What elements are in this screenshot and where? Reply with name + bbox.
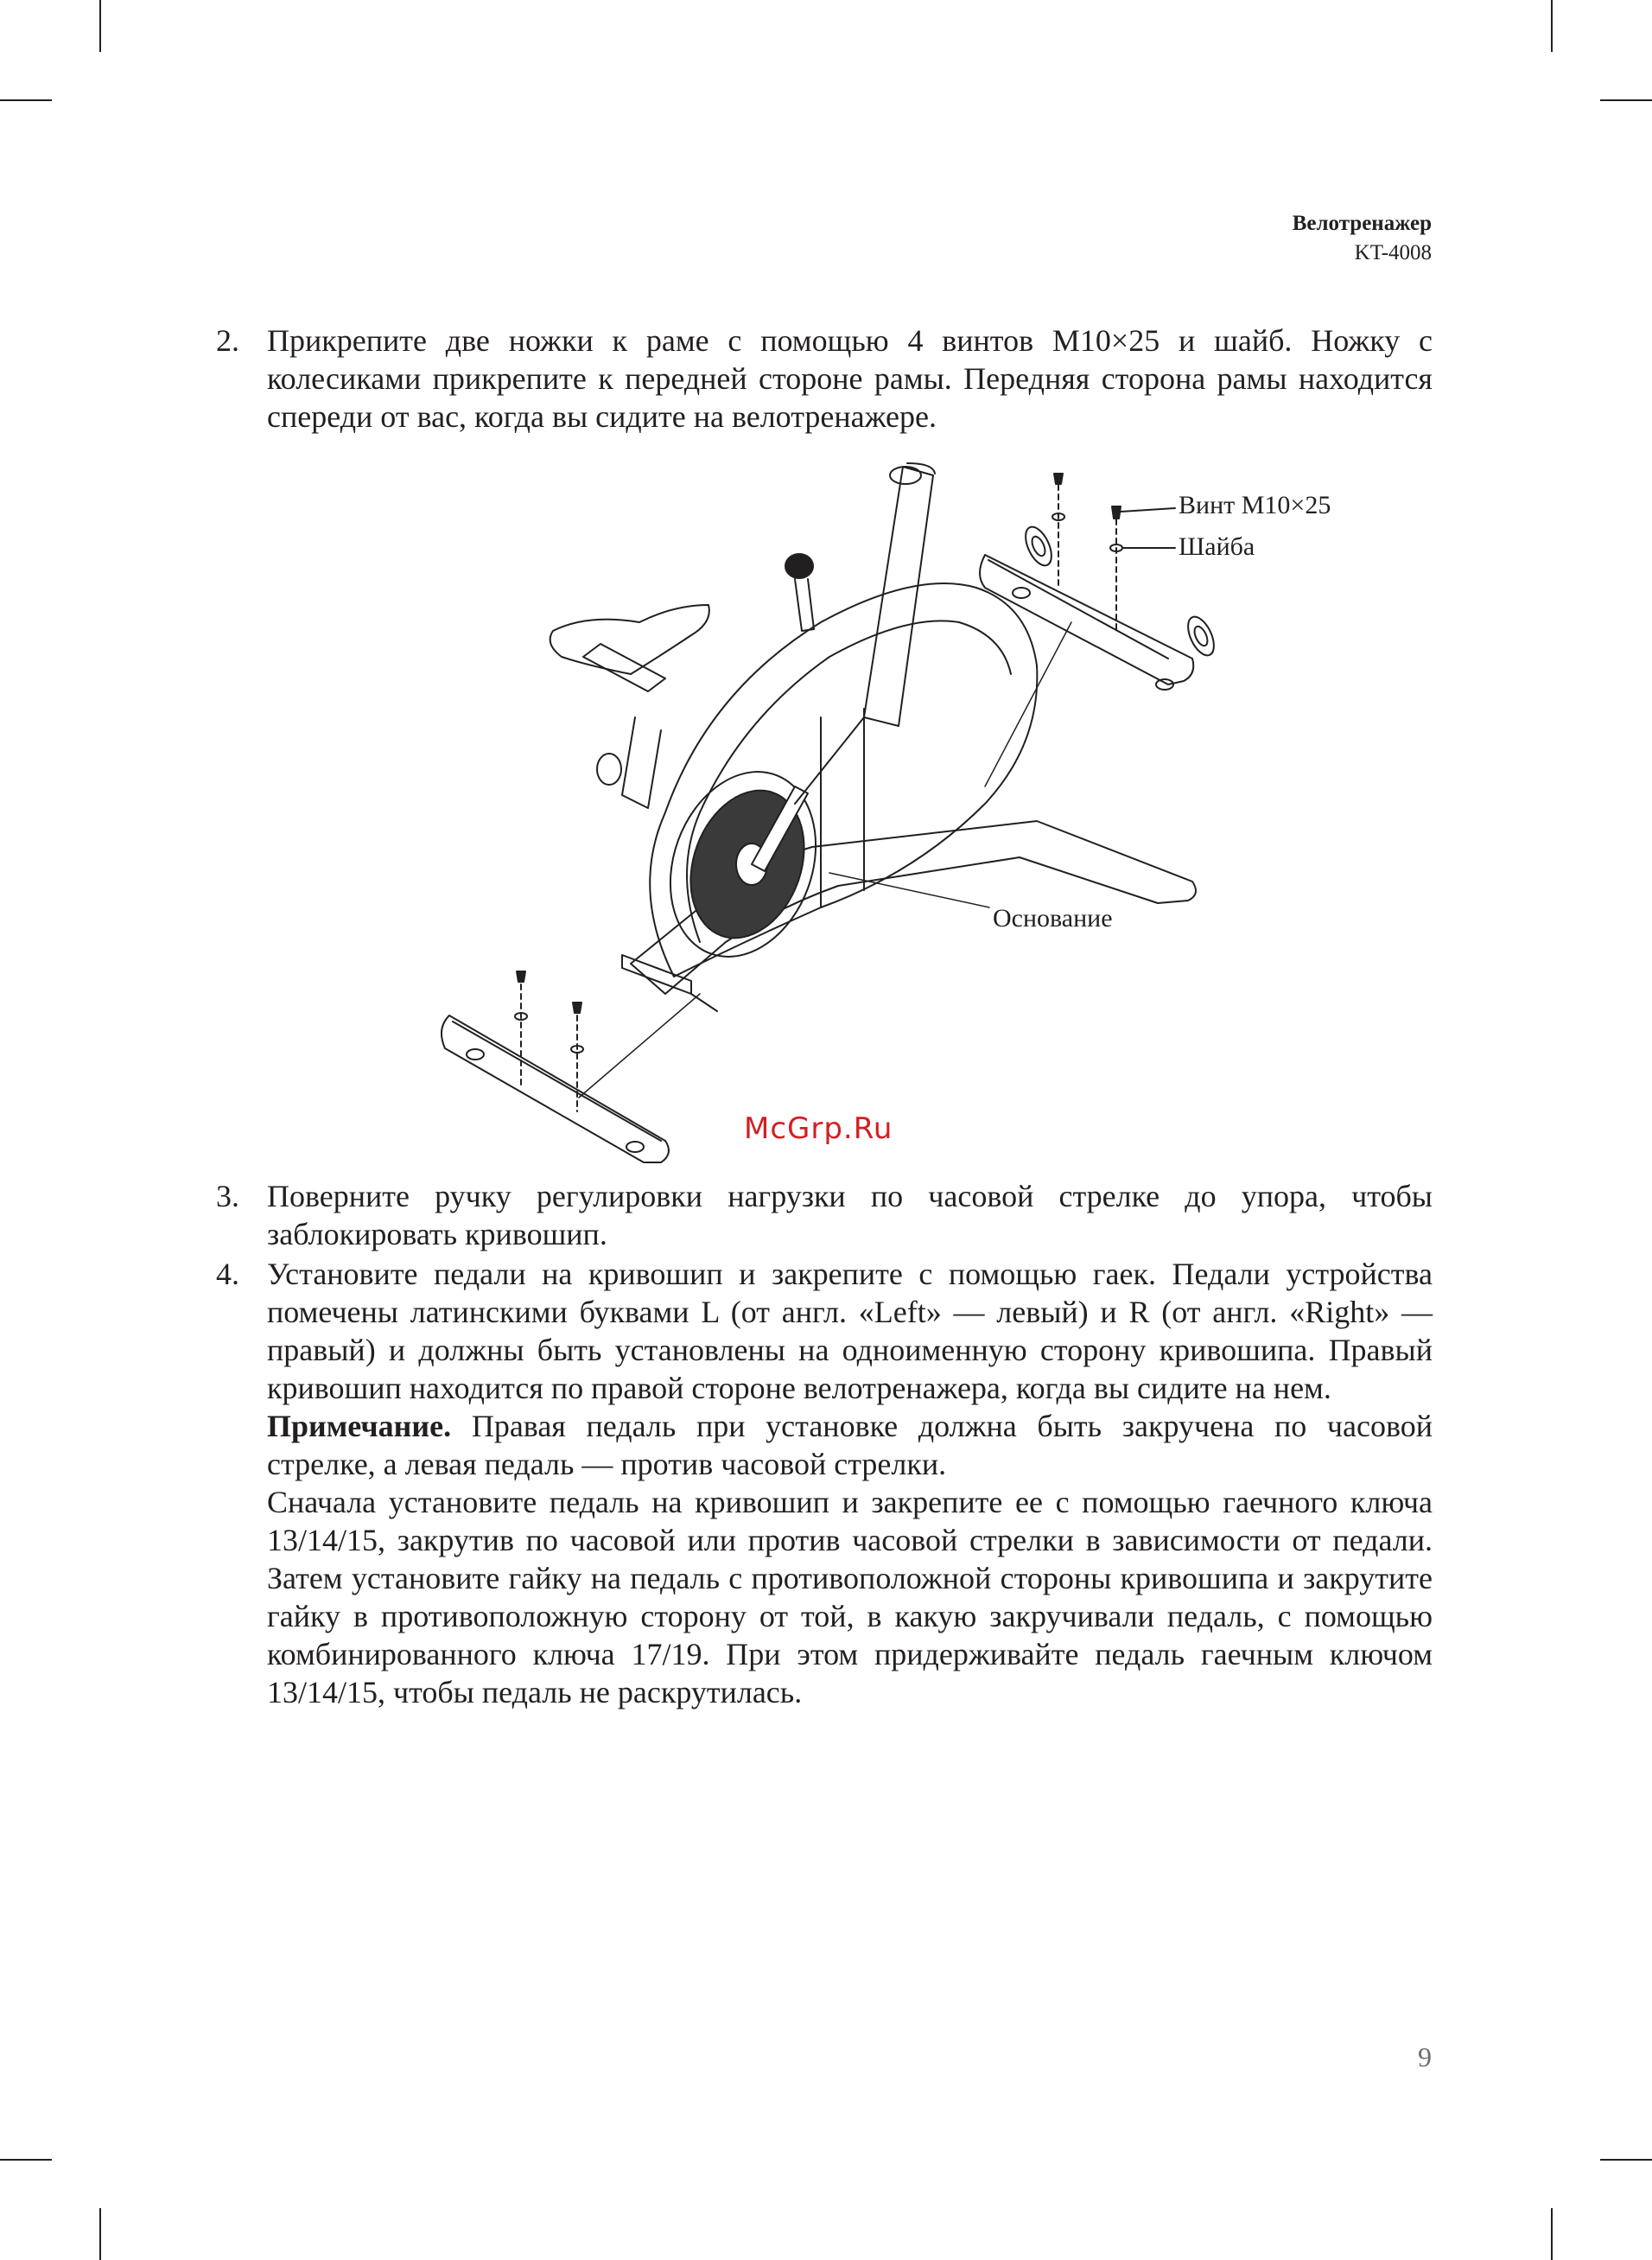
note <box>267 1407 1433 1483</box>
callout-base: Основание <box>993 904 1113 933</box>
rear-leg <box>442 1015 669 1162</box>
watermark: McGrp.Ru <box>744 1111 893 1146</box>
assembly-illustration <box>415 458 1382 1167</box>
step-3 <box>216 1177 1433 1253</box>
note-label: Примечание. <box>267 1409 452 1443</box>
callout-washer: Шайба <box>1179 532 1255 561</box>
step-number: 3. <box>216 1179 239 1213</box>
crop-mark <box>99 2208 101 2260</box>
step-text: Прикрепите две ножки к раме с помощью 4 винтов M10×25 и шайб. Ножку с колесиками прикрепите к передней стороне рамы. Передняя сторона рамы находится спереди от вас, когда вы сидите на велотренажере. <box>267 323 1433 434</box>
crop-mark <box>99 0 101 52</box>
crop-mark <box>0 99 52 101</box>
resistance-knob <box>785 554 814 631</box>
page-number: 9 <box>1418 2041 1432 2072</box>
step-text: Поверните ручку регулировки нагрузки по часовой стрелке до упора, чтобы заблокировать кривошип. <box>267 1179 1433 1251</box>
step-4 <box>216 1255 1433 1711</box>
running-header <box>1293 209 1432 268</box>
crop-mark <box>1600 2159 1652 2161</box>
crop-mark <box>1600 99 1652 101</box>
header-title: Велотренажер <box>1292 212 1432 235</box>
crop-mark <box>1551 0 1553 52</box>
seat <box>550 605 709 808</box>
crop-mark <box>1551 2208 1553 2260</box>
callout-screw: Винт M10×25 <box>1179 491 1331 519</box>
step-number: 2. <box>216 323 239 358</box>
step-2 <box>216 321 1433 436</box>
step-text-extra: Сначала установите педаль на кривошип и закрепите ее с помощью гаечного ключа 13/14/15, закрутив по часовой или против часовой стрелки в зависимости от педали. Затем установите гайку на педаль с противоположной стороны кривошипа и закрутите гайку в противоположную сторону от той, в какую закручивали педаль, с помощью комбинированного ключа 17/19. При этом придерживайте педаль гаечным ключом 13/14/15, чтобы педаль не раскрутилась. <box>267 1485 1433 1709</box>
step-text: Установите педали на кривошип и закрепите с помощью гаек. Педали устройства помечены латинскими буквами L (от англ. «Left» — левый) и R (от англ. «Right» — правый) и должны быть установлены на одноименную сторону кривошипа. Правый кривошип находится по правой стороне велотренажера, когда вы сидите на нем. <box>267 1257 1433 1405</box>
step-number: 4. <box>216 1257 239 1291</box>
front-screws <box>1052 474 1175 631</box>
header-model: KT-4008 <box>1354 241 1432 264</box>
crop-mark <box>0 2159 52 2161</box>
note-text: Правая педаль при установке должна быть закручена по часовой стрелке, а левая педаль — против часовой стрелки. <box>267 1409 1433 1481</box>
